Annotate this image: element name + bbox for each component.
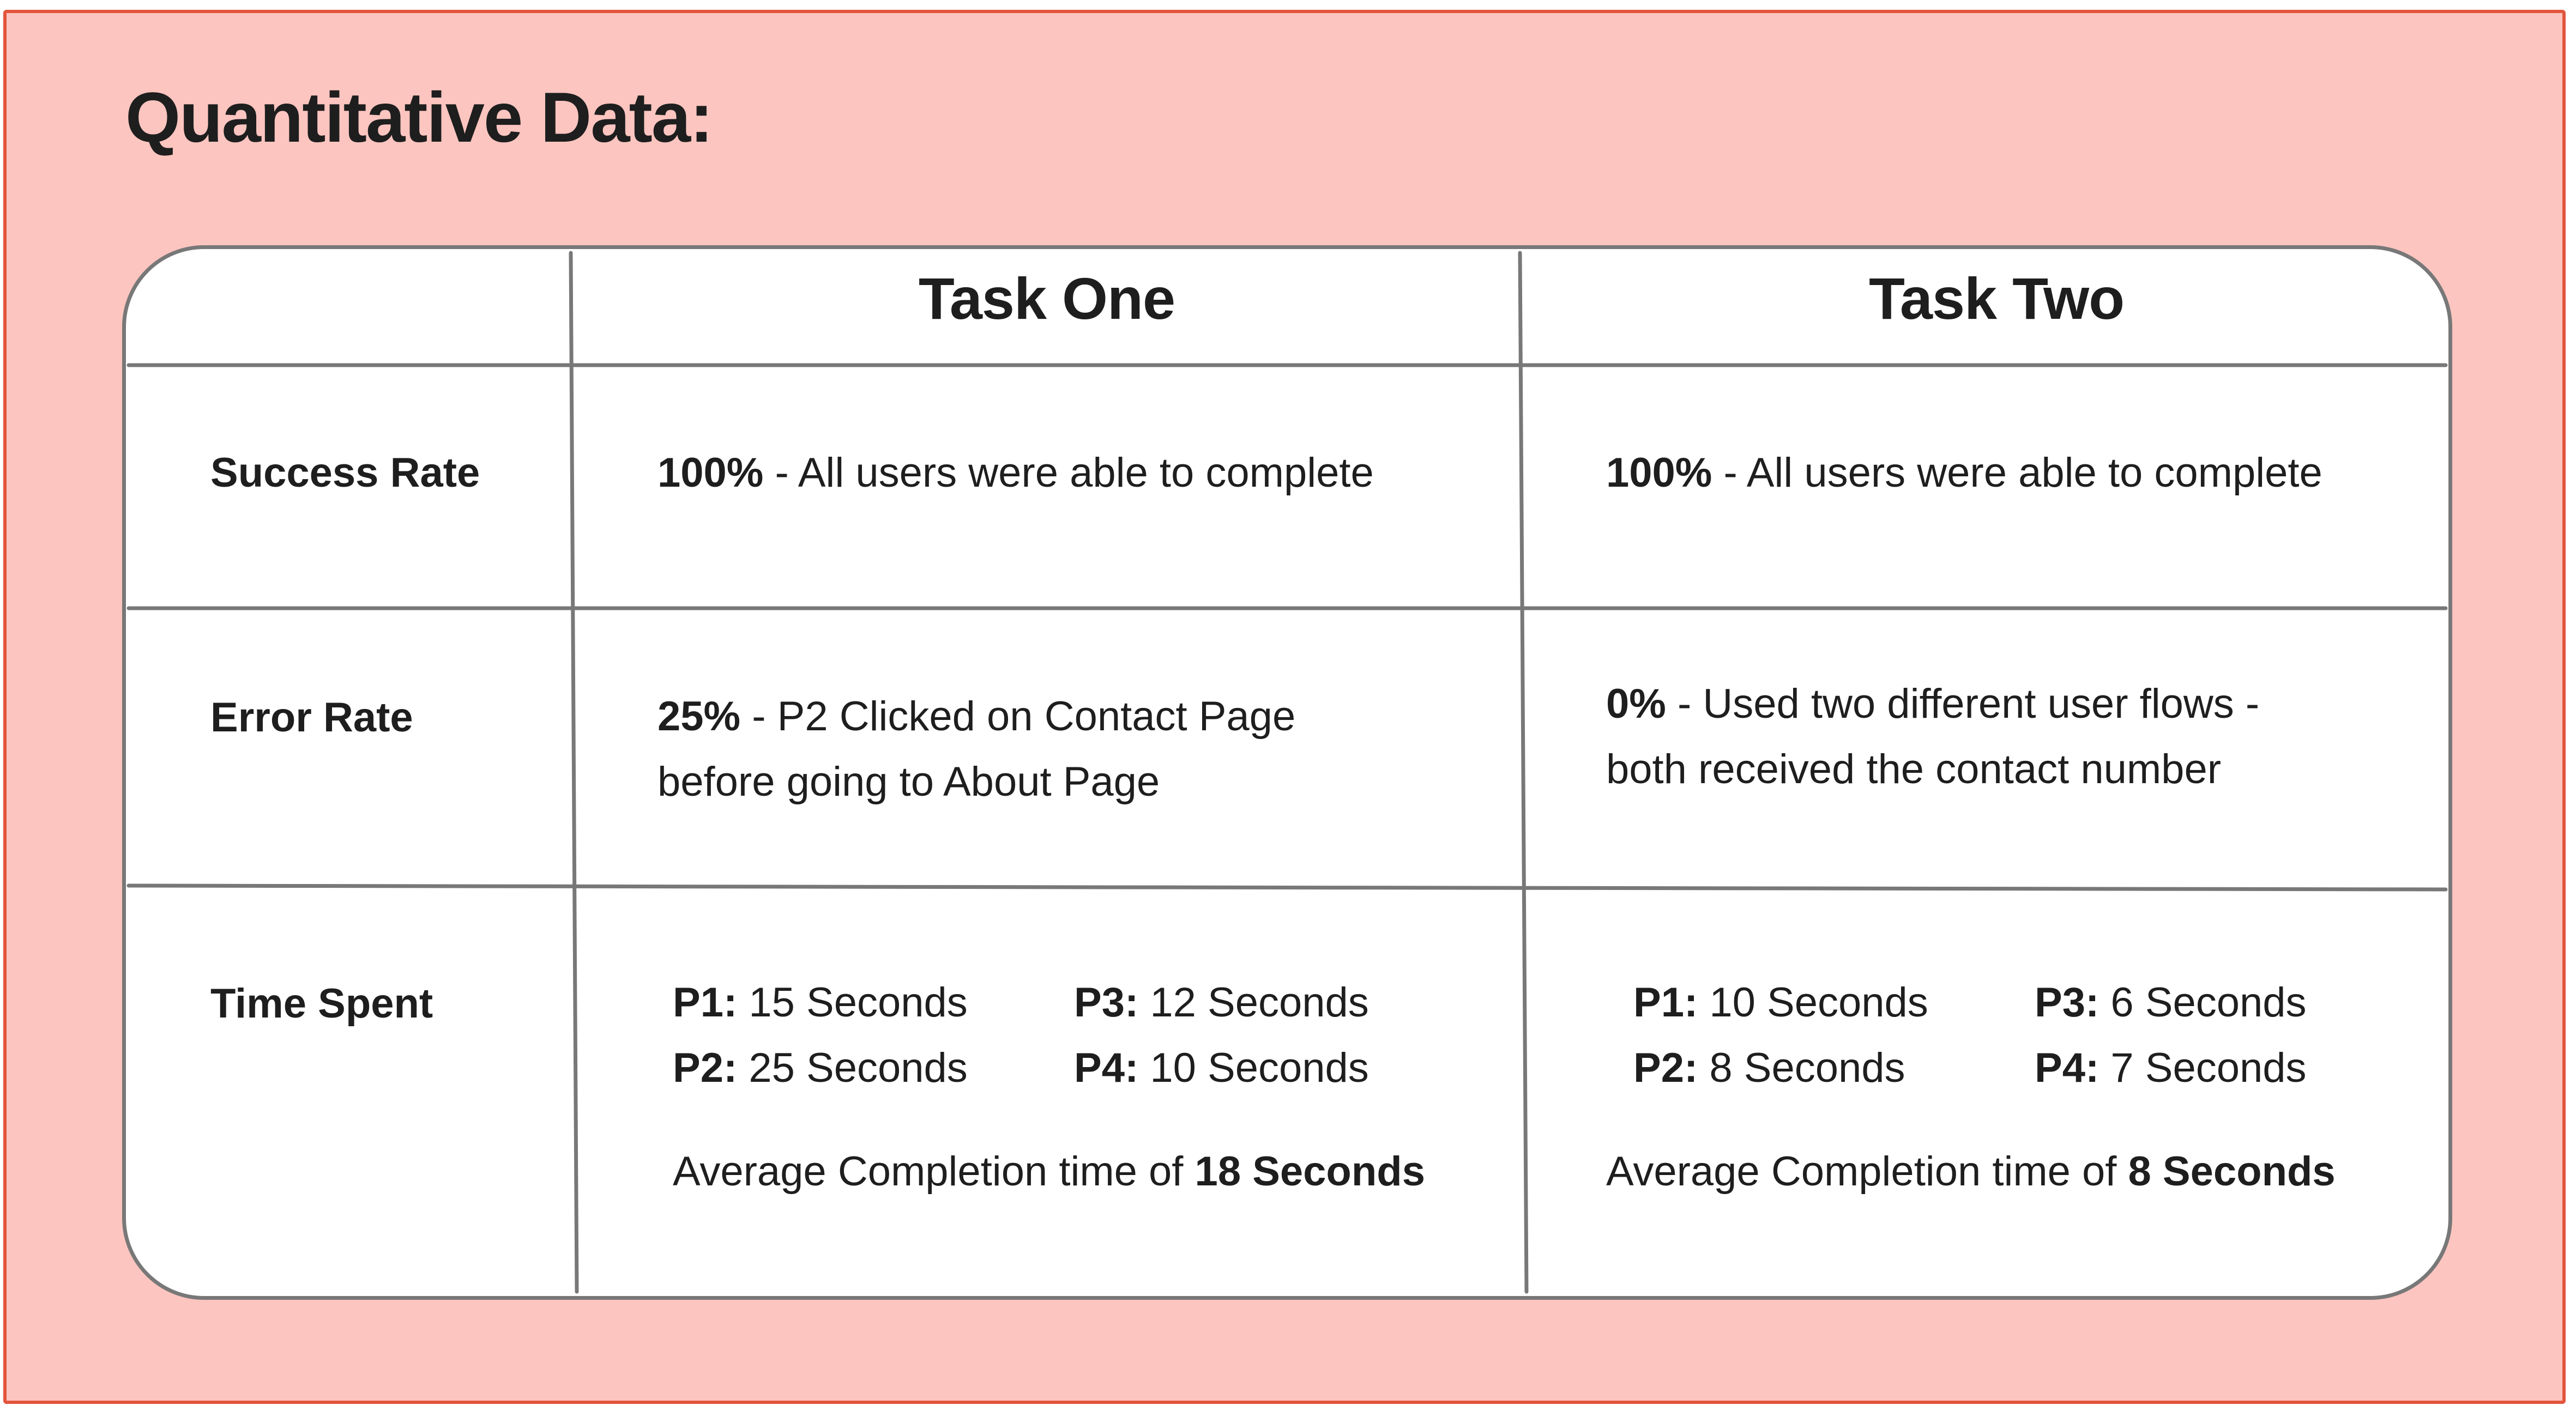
participant-time: 12 Seconds	[1138, 979, 1369, 1026]
success-rate-task-one-text: - All users were able to complete	[763, 450, 1374, 496]
column-header-task-two: Task Two	[1868, 265, 2125, 331]
row-header-time-spent: Time Spent	[210, 980, 433, 1027]
participant-time: 10 Seconds	[1138, 1045, 1369, 1091]
error-rate-task-two-line-2: both received the contact number	[1606, 746, 2222, 792]
column-header-task-one: Task One	[918, 265, 1175, 331]
success-rate-task-two-text: - All users were able to complete	[1712, 450, 2322, 496]
participant-time: 6 Seconds	[2099, 979, 2307, 1026]
time-task-one-p1	[673, 970, 968, 1036]
average-time-prefix: Average Completion time of	[1606, 1148, 2128, 1195]
error-rate-task-two	[1606, 671, 2259, 802]
participant-label: P3:	[1074, 979, 1139, 1026]
time-task-two-p2	[1633, 1036, 1905, 1101]
success-rate-task-two-value: 100%	[1606, 450, 1712, 496]
success-rate-task-one	[657, 440, 1374, 506]
error-rate-task-one-line-1	[657, 684, 1295, 749]
error-rate-task-two-text: - Used two different user flows -	[1666, 681, 2260, 727]
success-rate-task-one-value: 100%	[657, 450, 764, 496]
participant-label: P2:	[1633, 1045, 1698, 1091]
average-time-value: 18 Seconds	[1195, 1148, 1425, 1195]
time-task-two-p1	[1633, 970, 1928, 1036]
participant-label: P4:	[2035, 1045, 2100, 1091]
average-time-value: 8 Seconds	[2128, 1148, 2336, 1195]
error-rate-task-one-value: 25%	[657, 693, 741, 740]
error-rate-task-one-text: - P2 Clicked on Contact Page	[740, 693, 1296, 740]
participant-time: 10 Seconds	[1698, 979, 1928, 1026]
error-rate-task-two-value: 0%	[1606, 681, 1666, 727]
participant-time: 25 Seconds	[737, 1045, 968, 1091]
average-time-task-two	[1606, 1139, 2336, 1204]
error-rate-task-two-line-1	[1606, 671, 2259, 737]
participant-label: P3:	[2035, 979, 2100, 1026]
time-task-two-p3	[2035, 970, 2307, 1036]
participant-label: P1:	[673, 979, 738, 1026]
average-time-prefix: Average Completion time of	[673, 1148, 1195, 1195]
participant-time: 15 Seconds	[737, 979, 968, 1026]
average-time-task-one	[673, 1139, 1425, 1204]
error-rate-task-one	[657, 684, 1295, 815]
participant-time: 7 Seconds	[2099, 1045, 2307, 1091]
participant-label: P2:	[673, 1045, 738, 1091]
time-task-two-p4	[2035, 1036, 2307, 1101]
time-task-one-p4	[1074, 1036, 1369, 1101]
participant-label: P4:	[1074, 1045, 1139, 1091]
success-rate-task-two	[1606, 440, 2322, 506]
participant-time: 8 Seconds	[1698, 1045, 1905, 1091]
page-title: Quantitative Data:	[125, 77, 713, 157]
row-header-success-rate: Success Rate	[210, 450, 480, 496]
participant-label: P1:	[1633, 979, 1698, 1026]
error-rate-task-one-line-2: before going to About Page	[657, 759, 1160, 805]
row-header-error-rate: Error Rate	[210, 694, 413, 741]
time-task-one-p2	[673, 1036, 968, 1101]
time-task-one-p3	[1074, 970, 1369, 1036]
